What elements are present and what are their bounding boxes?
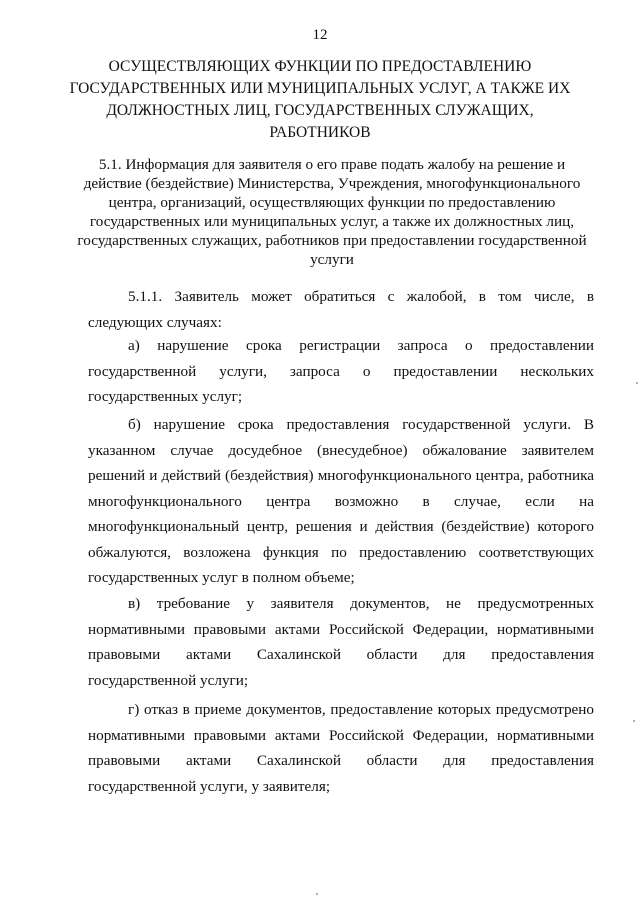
paragraph-item-a: а) нарушение срока регистрации запроса о предоставлении государственной услуги, запроса о предоставлении нескольких государственных услуг; [88,337,594,405]
paragraph-item-v: в) требование у заявителя документов, не предусмотренных нормативными правовыми актами Российской Федерации, нормативными правовыми актами Сахалинской области для предоставления государственной услуги; [88,595,594,689]
section-heading: ОСУЩЕСТВЛЯЮЩИХ ФУНКЦИИ ПО ПРЕДОСТАВЛЕНИЮ ГОСУДАРСТВЕННЫХ ИЛИ МУНИЦИПАЛЬНЫХ УСЛУГ, А ТАКЖЕ ИХ ДОЛЖНОСТНЫХ ЛИЦ, ГОСУДАРСТВЕННЫХ СЛУЖАЩИХ, РАБОТНИКОВ [69,58,571,141]
scan-speck [633,720,635,722]
paragraph-item-b: б) нарушение срока предоставления государственной услуги. В указанном случае досудебное (внесудебное) обжалование заявителем решений и действий (бездействия) многофункционального центра, работника многофункционального центра возможно в случае, если на многофункциональный центр, решения и действия (бездействие) которого обжалуются, возложена функция по предоставлению соответствующих государственных услуг в полном объеме; [88,416,594,586]
section-subheading: 5.1. Информация для заявителя о его праве подать жалобу на решение и действие (бездействие) Министерства, Учреждения, многофункционального центра, организаций, осуществляющих функции по предоставлению государственных или муниципальных услуг, а также их должностных лиц, государственных служащих, работников при предоставлении государственной услуги [77,156,587,268]
scan-speck [636,382,638,384]
page-number: 12 [312,27,328,43]
paragraph-item-g: г) отказ в приеме документов, предоставление которых предусмотрено нормативными правовыми актами Российской Федерации, нормативными правовыми актами Сахалинской области для предоставления государственной услуги, у заявителя; [88,701,594,795]
scan-speck [316,893,318,895]
paragraph-5-1-1: 5.1.1. Заявитель может обратиться с жалобой, в том числе, в следующих случаях: [88,288,594,331]
